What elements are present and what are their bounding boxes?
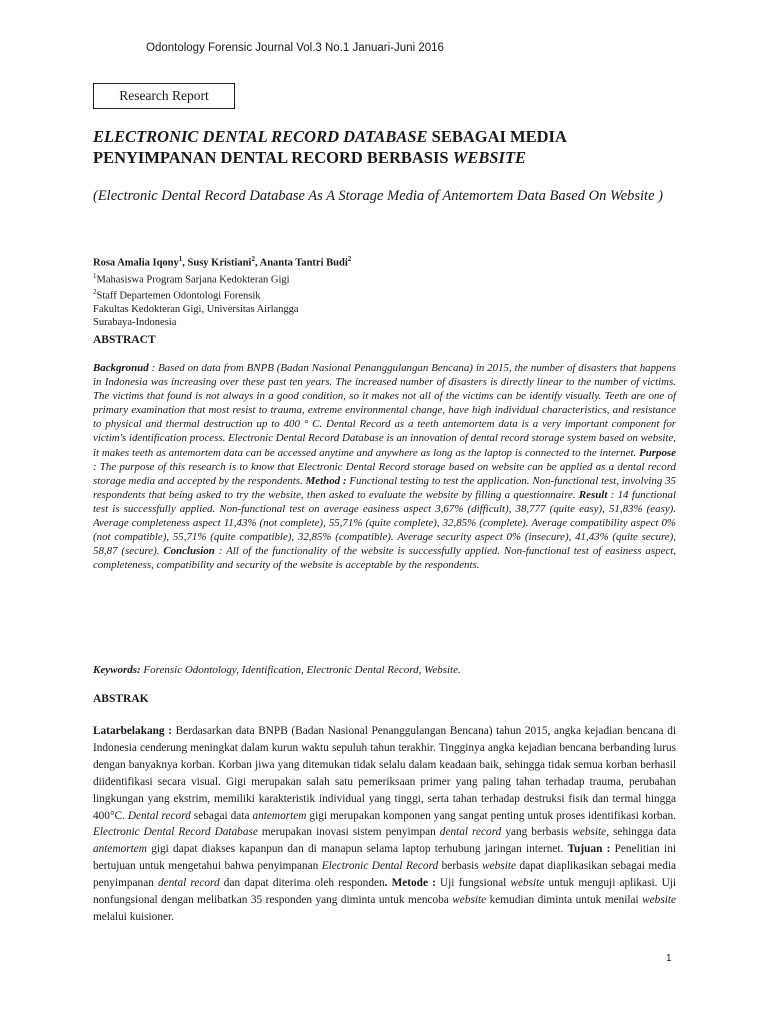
author-block bbox=[93, 253, 683, 329]
title-italic-part-1: ELECTRONIC DENTAL RECORD DATABASE bbox=[93, 127, 428, 146]
abstrak-text: kemudian diminta untuk menilai bbox=[486, 894, 643, 907]
abstract-result-label: Result bbox=[578, 488, 608, 501]
page-number: 1 bbox=[666, 953, 672, 964]
affiliation-1-text: Mahasiswa Program Sarjana Kedokteran Gigi bbox=[96, 274, 290, 285]
abstract-conclusion-text: : All of the functionality of the website is successfully applied. Non-functional test of easiness aspect, completeness, compatibility and security of the website is acceptable by the respondents. bbox=[93, 545, 676, 572]
abstract-purpose-text: : The purpose of this research is to know that Electronic Dental Record storage based on website can be applied as a dental record storage media and accepted by the respondents. bbox=[93, 460, 676, 487]
abstrak-italic: dental record bbox=[158, 877, 220, 890]
author-3-sup: 2 bbox=[347, 255, 352, 263]
author-1: Rosa Amalia Iqony bbox=[93, 257, 179, 269]
affiliation-2-text: Staff Departemen Odontologi Forensik bbox=[96, 290, 261, 302]
abstrak-text: gigi dapat diakses kapanpun dan di manapun selama laptop terhubung jaringan internet. bbox=[146, 843, 568, 856]
abstrak-text: Penelitian ini bertujuan untuk mengetahui bahwa penyimpanan bbox=[93, 843, 676, 873]
abstrak-italic: antemortem bbox=[93, 843, 147, 856]
author-2: Susy Kristiani bbox=[187, 257, 252, 269]
abstrak-metode-label: . Metode : bbox=[384, 877, 436, 890]
abstrak-latarbelakang-label: Latarbelakang : bbox=[93, 725, 172, 737]
author-names bbox=[93, 253, 683, 270]
author-separator: , bbox=[254, 257, 260, 269]
abstract-purpose-label: Purpose bbox=[639, 446, 676, 459]
abstrak-italic: website bbox=[482, 860, 517, 873]
abstrak-italic: website bbox=[510, 877, 545, 890]
abstrak-text: melalui kuisioner. bbox=[93, 910, 174, 923]
abstract-heading: ABSTRACT bbox=[93, 334, 156, 346]
abstrak-text: dan dapat diterima oleh responden bbox=[219, 877, 385, 890]
affiliation-3: Fakultas Kedokteran Gigi, Universitas Airlangga bbox=[93, 303, 299, 315]
affiliation-4: Surabaya-Indonesia bbox=[93, 316, 177, 328]
abstrak-text: merupakan inovasi sistem penyimpan bbox=[257, 826, 440, 839]
abstrak-italic: Electronic Dental Record Database bbox=[93, 826, 258, 839]
journal-header: Odontology Forensic Journal Vol.3 No.1 Januari-Juni 2016 bbox=[146, 42, 444, 54]
abstrak-text: gigi merupakan komponen yang sangat penting untuk proses identifikasi korban. bbox=[306, 809, 677, 822]
abstrak-text: dapat diaplikasikan sebagai media penyimpanan bbox=[93, 860, 676, 890]
paper-title bbox=[93, 126, 693, 168]
author-2-sup: 2 bbox=[251, 255, 255, 263]
abstrak-italic: website bbox=[642, 894, 677, 907]
affiliation-1 bbox=[93, 270, 683, 287]
abstrak-text: berbasis bbox=[438, 860, 483, 873]
affiliation-2 bbox=[93, 286, 683, 303]
paper-subtitle: (Electronic Dental Record Database As A Storage Media of Antemortem Data Based On Website ) bbox=[93, 188, 663, 204]
abstrak-text: untuk menguji aplikasi. Uji nonfungsional dengan melibatkan 35 responden yang diminta untuk mencoba bbox=[93, 877, 677, 907]
abstrak-text: yang berbasis bbox=[501, 826, 573, 839]
abstract-background-label: Backgronud bbox=[93, 362, 149, 374]
abstract-body bbox=[93, 361, 676, 572]
keywords-line bbox=[93, 664, 676, 676]
abstract-method-text: Functional testing to test the application. Non-functional test, involving 35 respondents that being asked to try the website, then asked to evaluate the website by filling a questionnaire. bbox=[93, 474, 676, 501]
abstract-method-label: Method : bbox=[305, 474, 347, 487]
report-type-box: Research Report bbox=[93, 83, 235, 109]
abstrak-italic: website, bbox=[572, 826, 610, 839]
title-italic-part-2: WEBSITE bbox=[452, 148, 527, 167]
affiliation-1-sup: 1 bbox=[93, 271, 97, 280]
abstrak-text: Uji fungsional bbox=[435, 877, 511, 890]
author-1-sup: 1 bbox=[178, 255, 183, 263]
abstrak-text: Berdasarkan data BNPB (Badan Nasional Penanggulangan Bencana) tahun 2015, angka kejadian bencana di Indonesia cenderung meningkat dalam kurun waktu sepuluh tahun terakhir. Tingginya angka kejadian bencana berbanding lurus dengan banyaknya korban. Korban jiwa yang ditemukan tidak selalu dalam keadaan baik, sehingga tidak semua korban berhasil diidentifikasi secara visual. Gigi merupakan salah satu pemeriksaan primer yang paling tahan terhadap trauma, perubahan lingkungan yang ekstrim, memiliki karakteristik individual yang tinggi, serta tahan terhadap destruksi fisik dan termal hingga 400°C. bbox=[93, 725, 677, 822]
abstrak-body bbox=[93, 723, 676, 926]
abstrak-italic: Electronic Dental Record bbox=[321, 860, 439, 873]
abstrak-italic: antemortem bbox=[252, 809, 307, 822]
abstract-conclusion-label: Conclusion bbox=[163, 545, 215, 558]
abstrak-italic: website bbox=[452, 894, 487, 907]
abstrak-italic: dental record bbox=[439, 826, 502, 839]
abstrak-tujuan-label: Tujuan : bbox=[567, 843, 611, 856]
abstrak-italic: Dental record bbox=[127, 809, 191, 822]
abstrak-heading: ABSTRAK bbox=[93, 693, 149, 705]
keywords-value: Forensic Odontology, Identification, Electronic Dental Record, Website. bbox=[140, 664, 461, 676]
abstrak-text: sehingga data bbox=[609, 826, 677, 839]
abstrak-text: sebagai data bbox=[190, 809, 253, 822]
title-part-2: PENYIMPANAN DENTAL RECORD BERBASIS bbox=[93, 148, 453, 167]
author-separator: , bbox=[182, 257, 188, 269]
title-part-1: SEBAGAI MEDIA bbox=[427, 127, 567, 146]
author-3: Ananta Tantri Budi bbox=[259, 257, 348, 269]
abstract-background-text: : Based on data from BNPB (Badan Nasional Penanggulangan Bencana) in 2015, the number of disasters that happens in Indonesia was increasing over these past ten years. The increased number of disasters is directly linear to the number of victims. The victims that found is not always in a good condition, so it makes not all of the victims can be identify visually. Teeth are one of primary examination that most resist to trauma, extreme environmental change, have high individual characteristics, and resistance to physical and thermal destruction up to 400 ° C. Dental Record as a teeth antemortem data is a very important component for victim's identification process. Electronic Dental Record Database is an innovation of dental record storage system based on website, it makes teeth as antemortem data can be accessed anytime and anywhere as long as the laptop is connected to the internet. bbox=[93, 362, 676, 459]
abstract-result-text: : 14 functional test is successfully applied. Non-functional test on average easiness aspect 3,67% (difficult), 38,777 (quite easy), 51,83% (easy). Average completeness aspect 11,43% (not complete), 55,71% (quite complete), 32,85% (complete). Average compatibility aspect 0% (not compatible), 55,71% (quite compatible), 32,85% (compatible). Average security aspect 0% (insecure), 41,43% (quite secure), 58,87 (secure). bbox=[93, 488, 676, 558]
affiliation-2-sup: 2 bbox=[93, 288, 97, 296]
keywords-label: Keywords: bbox=[93, 664, 141, 676]
